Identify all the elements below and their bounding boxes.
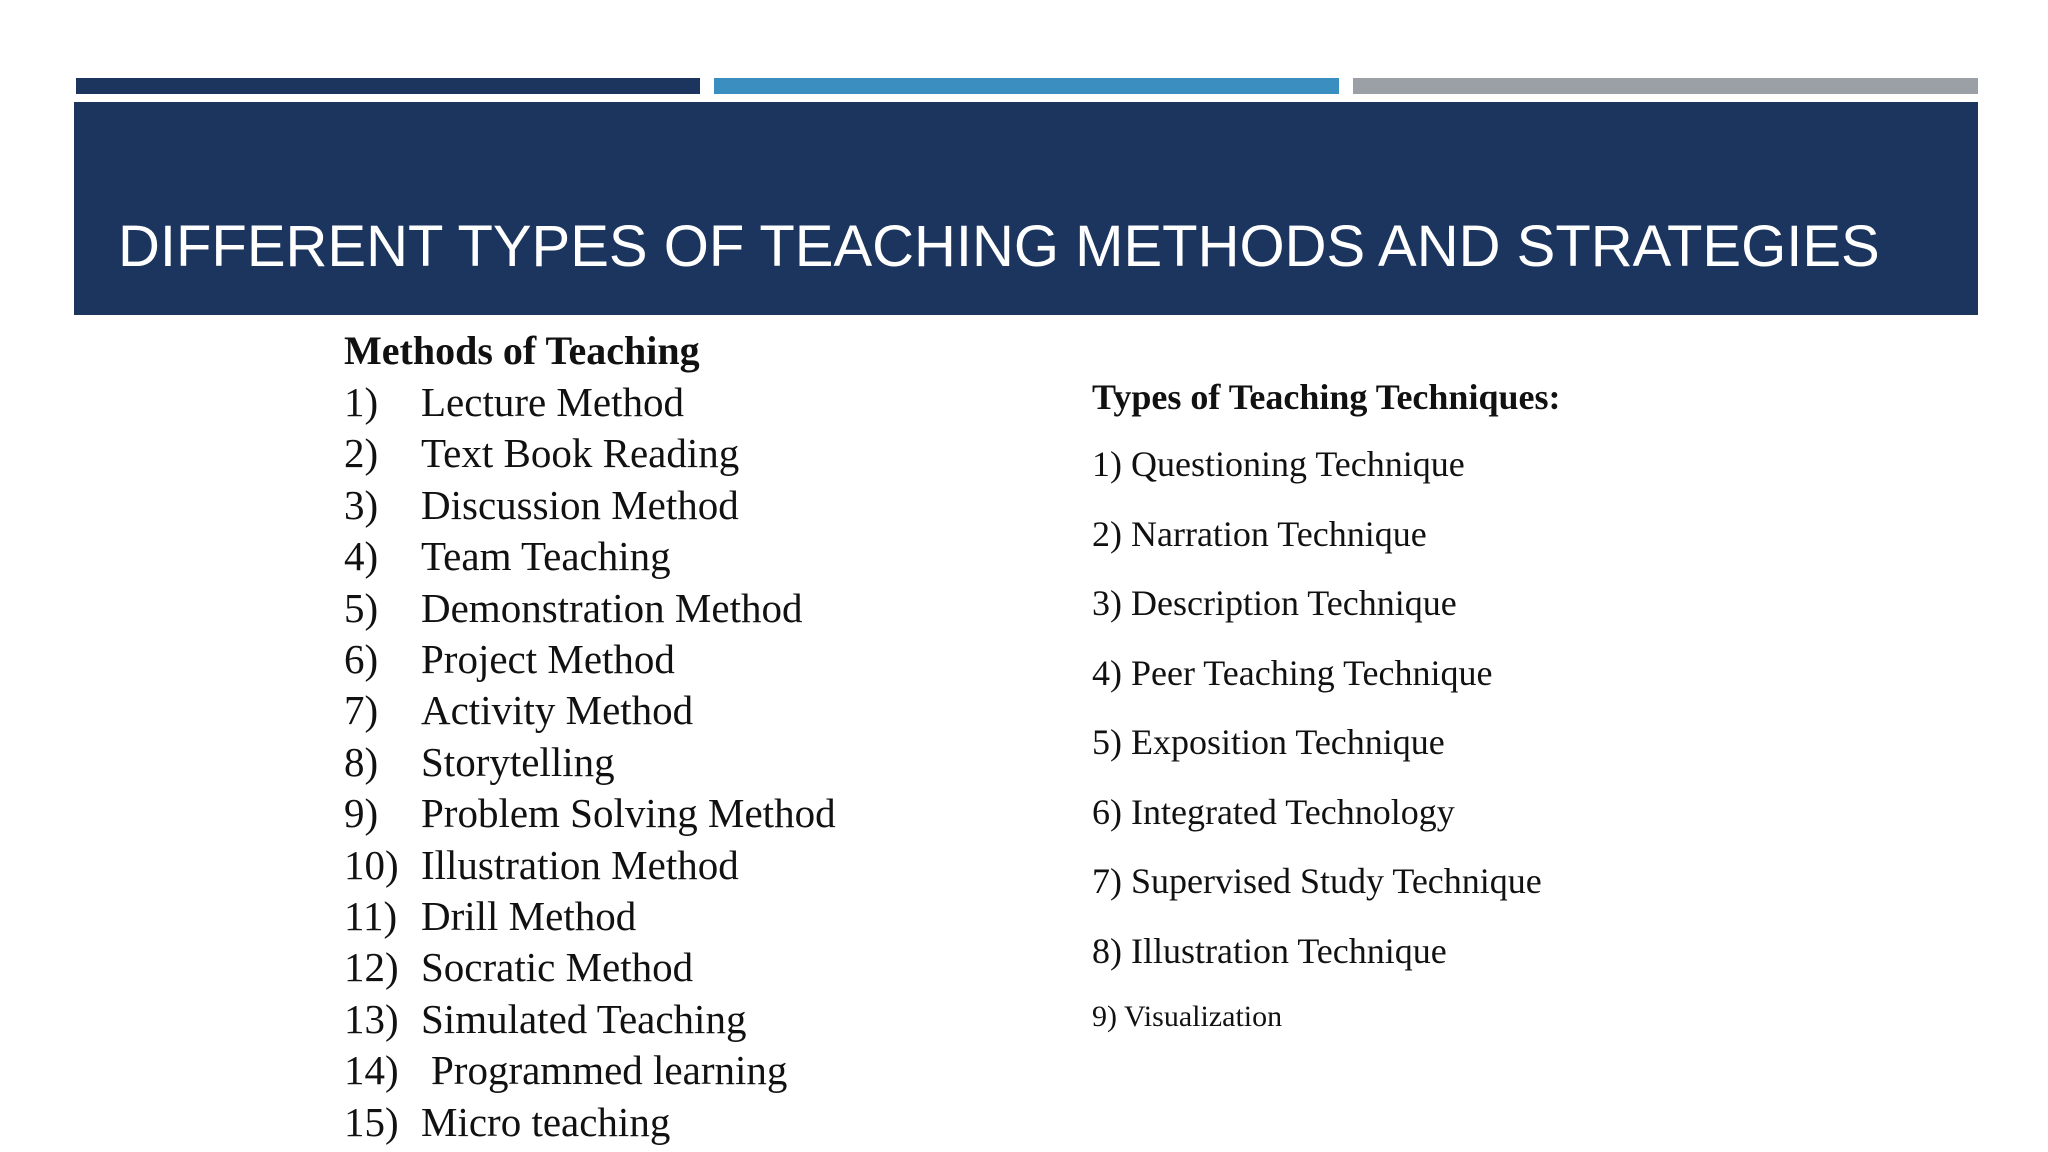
methods-section bbox=[344, 325, 1044, 1148]
method-item bbox=[344, 685, 1044, 736]
method-item bbox=[344, 788, 1044, 839]
technique-item: 3) Description Technique bbox=[1092, 583, 1457, 623]
method-item bbox=[344, 1045, 1044, 1096]
technique-item: 5) Exposition Technique bbox=[1092, 722, 1445, 762]
technique-item: 4) Peer Teaching Technique bbox=[1092, 652, 1493, 693]
techniques-heading: Types of Teaching Techniques: bbox=[1092, 377, 1561, 417]
technique-item: 6) Integrated Technology bbox=[1092, 791, 1455, 832]
method-item bbox=[344, 737, 1044, 788]
method-item bbox=[344, 1097, 1044, 1148]
method-label: Project Method bbox=[421, 636, 675, 683]
methods-list bbox=[344, 377, 1044, 1148]
method-item bbox=[344, 531, 1044, 582]
method-label: Storytelling bbox=[421, 738, 615, 785]
technique-item: 9) Visualization bbox=[1092, 1000, 1283, 1033]
method-number: 7) bbox=[344, 687, 379, 734]
method-number: 4) bbox=[344, 533, 379, 580]
accent-bar-gray bbox=[1353, 78, 1978, 94]
method-number: 1) bbox=[344, 379, 379, 425]
method-label: Socratic Method bbox=[421, 944, 694, 991]
method-label: Problem Solving Method bbox=[421, 790, 836, 837]
method-number: 3) bbox=[344, 481, 379, 528]
method-number: 12) bbox=[344, 944, 399, 991]
method-number: 11) bbox=[344, 893, 398, 940]
method-item bbox=[344, 583, 1044, 634]
method-label: Illustration Method bbox=[421, 841, 739, 888]
title-band bbox=[74, 102, 1978, 315]
method-number: 10) bbox=[344, 841, 399, 888]
method-item bbox=[344, 994, 1044, 1045]
method-item bbox=[344, 480, 1044, 531]
technique-item: 8) Illustration Technique bbox=[1092, 930, 1447, 971]
method-item bbox=[344, 840, 1044, 891]
accent-bar-navy bbox=[76, 78, 700, 94]
method-number: 14) bbox=[344, 1047, 399, 1094]
method-label: Activity Method bbox=[421, 687, 694, 734]
techniques-list bbox=[1092, 441, 1792, 1037]
method-number: 2) bbox=[344, 430, 379, 477]
method-label: Team Teaching bbox=[421, 533, 671, 580]
method-label: Simulated Teaching bbox=[421, 995, 747, 1042]
technique-item: 2) Narration Technique bbox=[1092, 513, 1427, 554]
accent-bar-blue bbox=[714, 78, 1339, 94]
method-label: Demonstration Method bbox=[421, 584, 803, 631]
technique-item: 7) Supervised Study Technique bbox=[1092, 861, 1542, 901]
techniques-section bbox=[1092, 374, 1792, 1061]
method-number: 8) bbox=[344, 738, 379, 785]
method-label: Discussion Method bbox=[421, 481, 739, 528]
method-label: Drill Method bbox=[421, 893, 637, 940]
technique-item: 1) Questioning Technique bbox=[1092, 444, 1465, 484]
method-item bbox=[344, 942, 1044, 993]
method-label: Micro teaching bbox=[421, 1098, 671, 1145]
methods-heading: Methods of Teaching bbox=[344, 328, 700, 373]
method-number: 15) bbox=[344, 1098, 399, 1145]
method-label: Lecture Method bbox=[421, 379, 684, 425]
method-label: Programmed learning bbox=[431, 1047, 788, 1094]
method-number: 9) bbox=[344, 790, 379, 837]
method-item bbox=[344, 634, 1044, 685]
method-item bbox=[344, 377, 1044, 428]
method-number: 5) bbox=[344, 584, 379, 631]
method-item bbox=[344, 891, 1044, 942]
method-item bbox=[344, 428, 1044, 479]
slide-title: DIFFERENT TYPES OF TEACHING METHODS AND STRATEGIES bbox=[118, 214, 1880, 279]
method-number: 6) bbox=[344, 636, 379, 683]
method-label: Text Book Reading bbox=[421, 430, 740, 477]
method-number: 13) bbox=[344, 995, 399, 1042]
